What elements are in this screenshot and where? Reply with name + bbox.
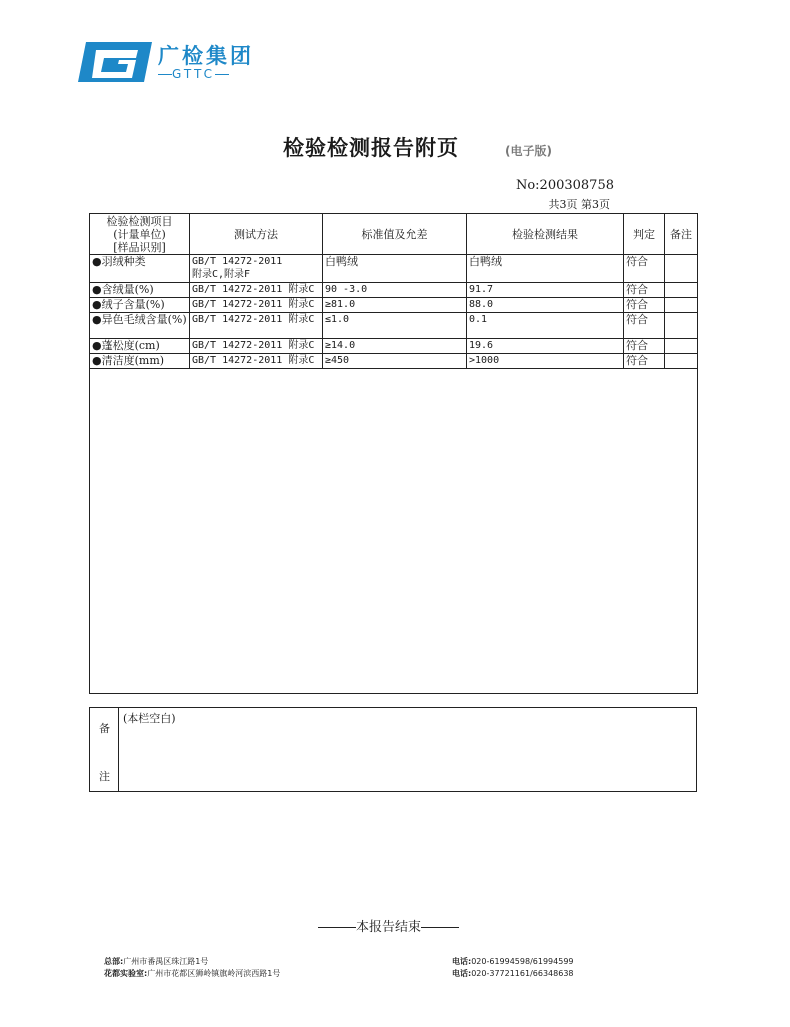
logo-company-name: 广检集团 [158,44,254,68]
cell-note [665,283,698,298]
header-method: 测试方法 [190,214,323,255]
cell-method: GB/T 14272-2011 附录C [190,354,323,369]
table-row [90,255,698,283]
report-edition: (电子版) [505,144,552,158]
footer-hq-phone: 电话:020-61994598/61994599 [452,957,574,966]
cell-result: 0.1 [467,313,624,339]
cell-item: ●蓬松度(cm) [90,339,190,354]
report-end-marker [318,916,459,935]
table-row [90,313,698,339]
report-end-text: 本报告结束 [356,920,422,935]
cell-standard: ≥81.0 [323,298,467,313]
cell-item: ●异色毛绒含量(%) [90,313,190,339]
cell-standard: ≥450 [323,354,467,369]
cell-verdict: 符合 [624,298,665,313]
cell-standard: ≥14.0 [323,339,467,354]
footer-hq-address: 总部:广州市番禺区珠江路1号 [104,957,209,966]
cell-verdict: 符合 [624,354,665,369]
cell-method: GB/T 14272-2011 附录C,附录F [190,255,323,283]
cell-method: GB/T 14272-2011 附录C [190,339,323,354]
cell-standard: 90 -3.0 [323,283,467,298]
blank-area-row [90,369,698,694]
cell-note [665,339,698,354]
cell-standard: 白鸭绒 [323,255,467,283]
cell-result: 白鸭绒 [467,255,624,283]
page-indicator: 共3页 第3页 [548,198,610,211]
cell-result: >1000 [467,354,624,369]
header-note: 备注 [665,214,698,255]
footer-lab-phone: 电话:020-37721161/66348638 [452,969,574,978]
logo-company-abbr: GTTC [158,67,264,81]
cell-verdict: 符合 [624,339,665,354]
results-table [89,213,698,694]
cell-standard: ≤1.0 [323,313,467,339]
table-row [90,354,698,369]
cell-item: ●绒子含量(%) [90,298,190,313]
cell-item: ●清洁度(mm) [90,354,190,369]
cell-result: 19.6 [467,339,624,354]
cell-item: ●含绒量(%) [90,283,190,298]
cell-result: 91.7 [467,283,624,298]
cell-verdict: 符合 [624,283,665,298]
header-item: 检验检测项目 (计量单位) [样品识别] [90,214,190,255]
cell-note [665,298,698,313]
report-number: No:200308758 [515,178,614,193]
header-verdict: 判定 [624,214,665,255]
cell-method: GB/T 14272-2011 附录C [190,298,323,313]
remarks-text: (本栏空白) [123,712,176,725]
cell-verdict: 符合 [624,313,665,339]
cell-method: GB/T 14272-2011 附录C [190,283,323,298]
table-row [90,298,698,313]
cell-method: GB/T 14272-2011 附录C [190,313,323,339]
table-header-row [90,214,698,255]
remarks-label-top: 备 [99,722,110,735]
report-title: 检验检测报告附页 [283,136,459,160]
footer-lab-address: 花都实验室:广州市花都区狮岭镇旗岭河滨西路1号 [104,969,281,978]
cell-note [665,354,698,369]
remarks-label [90,708,119,791]
gttc-logo-mark [74,38,154,86]
table-row [90,339,698,354]
header-result: 检验检测结果 [467,214,624,255]
cell-note [665,313,698,339]
cell-verdict: 符合 [624,255,665,283]
blank-area [90,369,698,694]
cell-item: ●羽绒种类 [90,255,190,283]
cell-result: 88.0 [467,298,624,313]
table-row [90,283,698,298]
cell-note [665,255,698,283]
header-standard: 标准值及允差 [323,214,467,255]
gttc-logo [74,38,264,86]
remarks-box [89,707,697,792]
remarks-label-bottom: 注 [99,770,110,783]
